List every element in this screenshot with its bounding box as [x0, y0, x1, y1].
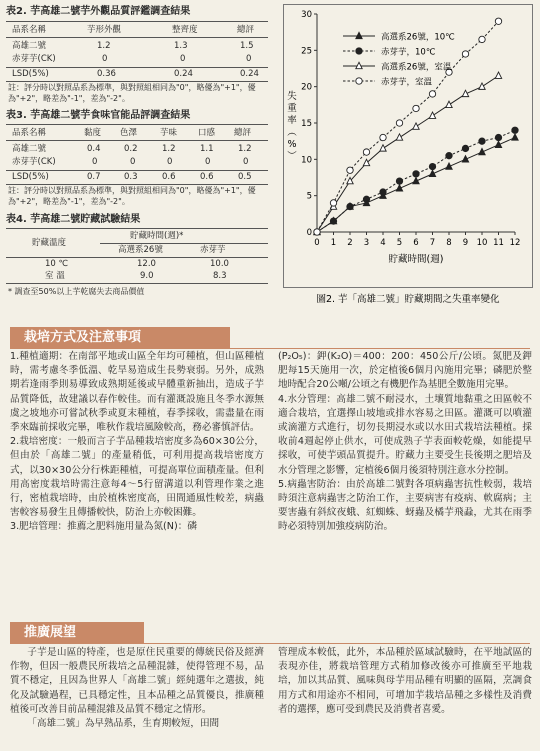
y-axis-label-char: 重 [287, 103, 297, 114]
table3-row [12, 172, 262, 183]
table4-row [45, 271, 265, 282]
table2-row [12, 41, 262, 52]
y-tick-label: 0 [306, 228, 312, 238]
paragraph-pest: 5.病蟲害防治：由於高雄二號對各項病蟲害抗性較弱，栽培時須注意病蟲害之防治工作，主要病害有疫病、軟腐病；主要害蟲有斜紋夜蛾、紅蜘蛛、蚜蟲及橘芋飛蝨，尤其在雨季時必須特別加強疫病防治。 [278, 478, 532, 533]
paragraph-fertilizer: 3.肥培管理：推薦之肥料施用量為氮(N)：磷 [10, 521, 197, 533]
x-tick-label: 10 [476, 238, 488, 248]
y-tick-label: 25 [301, 46, 312, 57]
table4-note: * 調查至50%以上芋乾腐失去商品價值 [8, 287, 145, 296]
series-line [317, 76, 499, 232]
section2-right-column [278, 646, 532, 717]
y-axis-label-char: ︶ [287, 151, 297, 162]
y-tick-label: 5 [306, 191, 312, 202]
table4-cell: 10.0 [210, 259, 229, 269]
table4-head-rule [6, 257, 268, 258]
table3-header [12, 128, 262, 139]
table3-header-0: 品系名稱 [12, 128, 47, 138]
data-point [413, 123, 419, 129]
table3-cell: 1.1 [200, 144, 214, 154]
data-point [429, 91, 435, 97]
paragraph-outlook-2: 「高雄二號」為早熟品系，生育期較短，田間 [27, 717, 220, 729]
table2-cell: 赤芽芋(CK) [12, 54, 56, 64]
data-point [479, 36, 485, 42]
data-point [380, 189, 386, 195]
x-axis-label: 貯藏時間(週) [388, 254, 444, 265]
data-point [380, 134, 386, 140]
table3-cell: 0.6 [200, 172, 214, 182]
data-point [363, 159, 369, 165]
data-point [330, 200, 336, 206]
data-point [356, 48, 362, 54]
table4-col-0: 高選系26號 [118, 245, 163, 255]
section-heading-cultivation: 栽培方式及注意事項 [10, 327, 230, 349]
legend-label: 高選系26號，10℃ [381, 32, 455, 43]
table2-caption: 表2. 芋高雄二號芋外觀品質評鑑調查結果 [6, 6, 191, 17]
table2-cell: LSD(5%) [12, 69, 49, 79]
table3-row [12, 144, 262, 155]
table3-cell: 0.4 [87, 144, 101, 154]
legend-label: 赤芽芋，室溫 [381, 77, 433, 88]
y-tick-label: 20 [301, 82, 312, 93]
table3-cell: 0 [167, 157, 173, 167]
data-point [479, 138, 485, 144]
table4-cell: 8.3 [213, 271, 227, 281]
table2-cell: 高雄二號 [12, 41, 47, 51]
data-point [446, 101, 452, 107]
y-axis-label-char: 率 [287, 115, 297, 126]
table2-note: 註：評分時以對照品系為標準，與對照組相同為"0"，略優為"+1"，優為"+2"，略差為"-1"，差為"-2"。 [8, 83, 256, 103]
weight-loss-chart [283, 4, 533, 309]
table4-bottom-rule [6, 283, 268, 284]
y-tick-label: 10 [301, 155, 312, 166]
x-tick-label: 8 [446, 238, 452, 248]
table4-header-left: 貯藏溫度 [32, 238, 67, 248]
legend-label: 高選系26號，室溫 [381, 62, 452, 73]
paragraph-planting-time: 1.種植適期：在南部平地或山區全年均可種植，但山區種植時，需考慮冬季低溫、乾旱易造成生長勢衰弱。另外，成熟期若逢雨季則易導致成熟期延後或早體重新抽出，造成子芋品質降低，故建議以春作較佳。而有灌溉設施且冬季水源無虞之坡地亦可嘗試秋季或夏末種植，春季採收，需盡量在雨季來臨前採收完畢，唯秋作栽培風險較高，務必審慎評估。 [10, 351, 264, 433]
data-point [356, 78, 362, 84]
table3-note: 註：評分時以對照品系為標準，與對照組相同為"0"，略優為"+1"，優為"+2"，略差為"-1"，差為"-2"。 [8, 186, 256, 206]
table2-cell: 0 [102, 54, 108, 64]
data-point [446, 153, 452, 159]
x-tick-label: 9 [462, 238, 469, 248]
data-point [462, 51, 468, 57]
table4-header-top: 貯藏時間(週)* [130, 231, 184, 241]
table2-top-rule [6, 21, 268, 22]
paragraph-outlook: 子芋是山區的特產，也是原住民重要的傳統民俗及經濟作物，但因一般農民所栽培之品種混雜，使得管理不易，品質不穩定，且因為世界人「高雄二號」經純選年之選拔，純化及試驗過程，已具穩定性，且本品種之品質優良，推廣種植後可改善目前品種混雜及品質不穩定之情形。 [10, 647, 264, 715]
table2-cell: 0 [180, 54, 186, 64]
x-tick-label: 5 [396, 238, 403, 248]
table2-bottom-rule [6, 81, 268, 82]
table3-cell: 0 [243, 157, 249, 167]
table4-col-1: 赤芽芋 [200, 245, 226, 255]
y-axis-label-char: 失 [287, 91, 297, 102]
data-point [512, 127, 518, 133]
x-tick-label: 1 [330, 238, 337, 248]
data-point [413, 171, 419, 177]
table3-mid-rule [6, 170, 268, 171]
table2-header-1: 芋形外觀 [87, 25, 122, 35]
data-point [314, 229, 320, 235]
table3-header-4: 口感 [198, 128, 216, 138]
table4-cell: 9.0 [140, 271, 154, 281]
data-point [396, 178, 402, 184]
table3-header-2: 色澤 [120, 128, 138, 138]
data-point [495, 18, 501, 24]
x-tick-label: 4 [380, 238, 386, 248]
data-point [413, 105, 419, 111]
table4-caption: 表4. 芋高雄二號貯藏試驗結果 [6, 214, 141, 225]
table2-cell: 0 [246, 54, 252, 64]
table3-header-5: 總評 [234, 128, 252, 138]
table2-header-0: 品系名稱 [12, 25, 47, 35]
table3-top-rule [6, 124, 268, 125]
data-point [347, 203, 353, 209]
chart-title: 圖2. 芋「高雄二號」貯藏期間之失重率變化 [316, 294, 500, 305]
x-tick-label: 12 [509, 238, 521, 248]
section-heading-outlook: 推廣展望 [10, 622, 144, 644]
x-tick-label: 11 [493, 238, 504, 248]
table3-bottom-rule [6, 184, 268, 185]
data-point [380, 145, 386, 151]
paragraph-fertilizer-cont: (P₂O₅)：鉀(K₂O)＝400：200：450公斤/公頃。氮肥及鉀肥每15天施用一次，於定植後6個月內施用完畢；磷肥於整地時配合20公噸/公頃之有機肥作為基肥全數施用完畢。 [278, 351, 532, 391]
data-point [429, 112, 435, 118]
table3-row [12, 157, 262, 168]
table3-header-3: 芋味 [160, 128, 178, 138]
table2-cell: 1.3 [174, 41, 188, 51]
y-axis-label-char: % [287, 139, 297, 150]
data-point [429, 163, 435, 169]
data-point [462, 145, 468, 151]
table3-cell: LSD(5%) [12, 172, 49, 182]
table3-cell: 1.2 [162, 144, 176, 154]
data-point [347, 167, 353, 173]
table3-cell: 0.7 [87, 172, 101, 182]
table4-row [45, 259, 265, 270]
table2-header-2: 整齊度 [172, 25, 198, 35]
table3-cell: 赤芽芋(CK) [12, 157, 56, 167]
table4-cell: 室 溫 [45, 271, 65, 281]
paragraph-outlook-right: 管理成本較低，此外，本品種於區域試驗時，在平地試區的表現亦佳，將栽培管理方式稍加修改後亦可推廣至平地栽培，加以其品質、風味與母芋用品種有明顯的區隔，烹調食用方式和用途亦不相同，可增加芋栽培品種之多樣性及消費者的選擇，應可受到農民及消費者喜愛。 [278, 647, 532, 715]
y-tick-label: 15 [301, 119, 312, 129]
paragraph-planting-density: 2.栽培密度：一般而言子芋品種栽培密度多為60×30公分，但由於「高雄二號」的產量稍低，可利用提高栽培密度方式，以30×30公分行株距種植，可提高單位面積產量。但利用高密度栽培時需注意每4～5行留溝道以利管理作業之進行，密植栽培時，由於植株密度高，田間通風性較差，病蟲害較容易發生且傳播較快，防治上亦較困難。 [10, 436, 264, 519]
data-point [396, 134, 402, 140]
x-tick-label: 2 [347, 238, 353, 248]
legend-label: 赤芽芋，10℃ [381, 47, 436, 58]
data-point [363, 149, 369, 155]
data-point [479, 83, 485, 89]
data-point [495, 72, 501, 78]
table2-header-3: 總評 [237, 25, 255, 35]
table4-cell: 12.0 [137, 259, 156, 269]
table4-sub-rule [100, 243, 268, 244]
x-tick-label: 3 [363, 238, 370, 248]
table3-cell: 0 [92, 157, 98, 167]
section1-left-column [10, 350, 264, 534]
section2-left-column [10, 646, 264, 731]
table3-cell: 0.6 [162, 172, 176, 182]
table2-row [12, 54, 262, 65]
table3-cell: 高雄二號 [12, 144, 47, 154]
table2-row [12, 69, 262, 80]
x-tick-label: 7 [429, 238, 436, 248]
table3-cell: 0.2 [124, 144, 138, 154]
data-point [363, 196, 369, 202]
series-line [317, 138, 515, 232]
data-point [495, 134, 501, 140]
table2-header [12, 25, 262, 36]
data-point [396, 120, 402, 126]
table3-caption: 表3. 芋高雄二號芋食味官能品評調查結果 [6, 110, 191, 121]
y-tick-label: 30 [301, 10, 312, 20]
table3-cell: 0 [205, 157, 211, 167]
y-axis-label-char: ︵ [287, 127, 297, 138]
x-tick-label: 6 [413, 238, 419, 248]
table3-cell: 0 [130, 157, 136, 167]
table2-cell: 1.2 [97, 41, 111, 51]
x-tick-label: 0 [314, 238, 320, 248]
section1-right-column [278, 350, 532, 534]
table3-cell: 1.2 [238, 144, 252, 154]
table3-header-1: 黏度 [84, 128, 102, 138]
table2-cell: 0.36 [97, 69, 116, 79]
table2-head-rule [6, 37, 268, 38]
data-point [330, 218, 336, 224]
table4-top-rule [6, 228, 268, 229]
table2-cell: 0.24 [174, 69, 193, 79]
table2-mid-rule [6, 67, 268, 68]
table3-cell: 0.5 [238, 172, 252, 182]
table3-head-rule [6, 140, 268, 141]
table2-cell: 0.24 [240, 69, 259, 79]
data-point [512, 134, 518, 140]
table4-cell: 10 ℃ [45, 259, 69, 269]
table3-cell: 0.3 [124, 172, 138, 182]
paragraph-water: 4.水分管理：高雄二號不耐浸水，土壤質地黏重之田區較不適合栽培，宜選擇山坡地或排水容易之田區。灌溉可以噴灌或滴灌方式進行，切勿長期浸水或以水田式栽培法種植。採收前4週起停止供水，可使成熟子芋表面較乾燥，如能提早採收，可使芋頭品質提升。貯藏力主要受生長後期之肥培及水分管理之影響，定植後6個月後須特別注意水分控制。 [278, 393, 532, 476]
table2-cell: 1.5 [240, 41, 254, 51]
